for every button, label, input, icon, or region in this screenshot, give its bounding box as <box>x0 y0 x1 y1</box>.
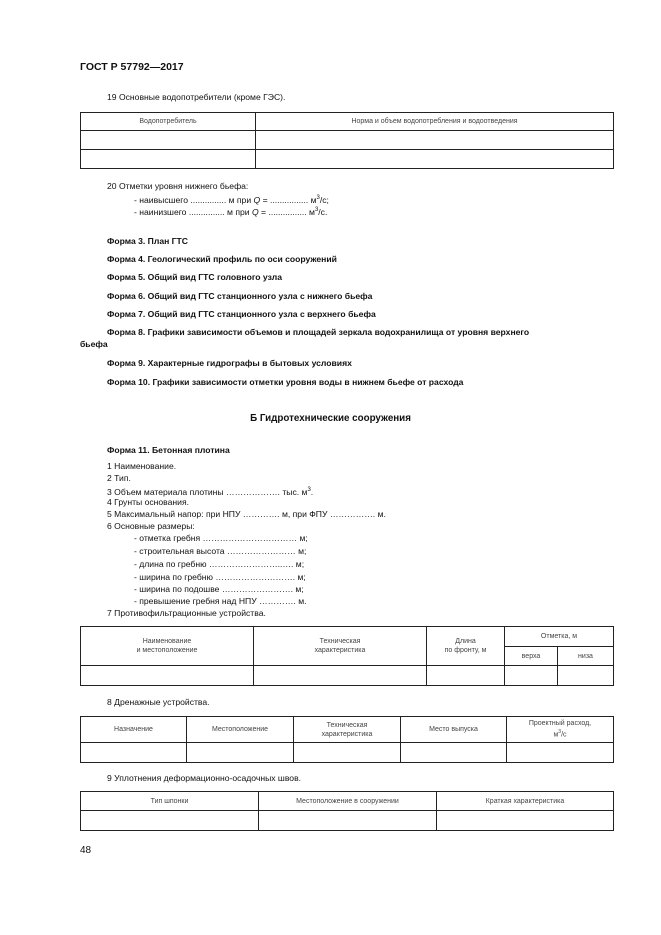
joint-seals-table <box>80 791 614 831</box>
f11-item-6: 6 Основные размеры: <box>107 521 195 531</box>
column-header: Отметка, м <box>505 627 614 647</box>
table-row <box>81 666 614 686</box>
column-header: Проектный расход, $м^3/с$ <box>507 717 614 743</box>
column-header: Норма и объем водопотребления и водоотведения <box>256 113 614 131</box>
drainage-table <box>80 716 614 763</box>
form-10-title: Форма 10. Графики зависимости отметки уровня воды в нижнем бьефе от расхода <box>107 377 464 387</box>
table-row <box>81 150 614 169</box>
f11-item-4: 4 Грунты основания. <box>107 497 190 507</box>
column-header: Назначение <box>81 717 187 743</box>
form-9-title: Форма 9. Характерные гидрографы в бытовых условиях <box>107 358 352 368</box>
tailwater-max-line: - наивысшего ............... м при Q = ................ $м^3/с$; <box>134 194 329 205</box>
form-5-title: Форма 5. Общий вид ГТС головного узла <box>107 272 282 282</box>
section-19-title: 19 Основные водопотребители (кроме ГЭС). <box>107 92 286 102</box>
column-subheader: верха <box>505 647 558 666</box>
document-header: ГОСТ Р 57792—2017 <box>80 61 184 73</box>
f11-item-7: 7 Противофильтрационные устройства. <box>107 608 266 618</box>
f11-item-2: 2 Тип. <box>107 473 131 483</box>
column-header: Местоположение в сооружении <box>259 792 437 811</box>
dim-item: - превышение гребня над НПУ …………. м. <box>134 596 307 606</box>
form-3-title: Форма 3. План ГТС <box>107 236 189 246</box>
f11-item-5: 5 Максимальный напор: при НПУ …………. м, при ФПУ ……………. м. <box>107 509 386 519</box>
antifiltration-table <box>80 626 614 686</box>
table-row <box>81 743 614 763</box>
table-row <box>81 131 614 150</box>
column-header: Техническая характеристика <box>294 717 401 743</box>
form-4-title: Форма 4. Геологический профиль по оси сооружений <box>107 254 337 264</box>
form-8-title: Форма 8. Графики зависимости объемов и площадей зеркала водохранилища от уровня верхнего <box>107 327 530 337</box>
f11-item-3: 3 Объем материала плотины ………………. тыс. $м^3$. <box>107 486 314 497</box>
column-subheader: низа <box>558 647 614 666</box>
dim-item: - ширина по подошве ……………………. м; <box>134 584 304 594</box>
form-8-title-cont: бьефа <box>80 339 108 349</box>
column-header: Тип шпонки <box>81 792 259 811</box>
section-9-title: 9 Уплотнения деформационно-осадочных швов. <box>107 773 302 783</box>
form-7-title: Форма 7. Общий вид ГТС станционного узла с верхнего бьефа <box>107 309 376 319</box>
section-20-title: 20 Отметки уровня нижнего бьефа: <box>107 181 249 191</box>
section-b-heading: Б Гидротехнические сооружения <box>250 413 411 424</box>
column-header: Наименование и местоположение <box>81 627 254 666</box>
form-6-title: Форма 6. Общий вид ГТС станционного узла с нижнего бьефа <box>107 291 373 301</box>
column-header: Техническая характеристика <box>254 627 427 666</box>
page-number: 48 <box>80 845 92 856</box>
column-header: Краткая характеристика <box>437 792 614 811</box>
f11-item-1: 1 Наименование. <box>107 461 177 471</box>
column-header: Длина по фронту, м <box>427 627 505 666</box>
form-11-title: Форма 11. Бетонная плотина <box>107 445 230 455</box>
water-consumers-table <box>80 112 614 169</box>
dim-item: - строительная высота …………………… м; <box>134 546 307 556</box>
dim-item: - отметка гребня …………………………… м; <box>134 533 308 543</box>
table-row <box>81 811 614 831</box>
dim-item: - длина по гребню ……………………..…. м; <box>134 559 305 569</box>
column-header: Место выпуска <box>401 717 507 743</box>
column-header: Водопотребитель <box>81 113 256 131</box>
tailwater-min-line: - наинизшего ............... м при Q = ................ $м^3/с$. <box>134 206 328 217</box>
column-header: Местоположение <box>187 717 294 743</box>
dim-item: - ширина по гребню ………………………. м; <box>134 572 306 582</box>
section-8-title: 8 Дренажные устройства. <box>107 697 210 707</box>
